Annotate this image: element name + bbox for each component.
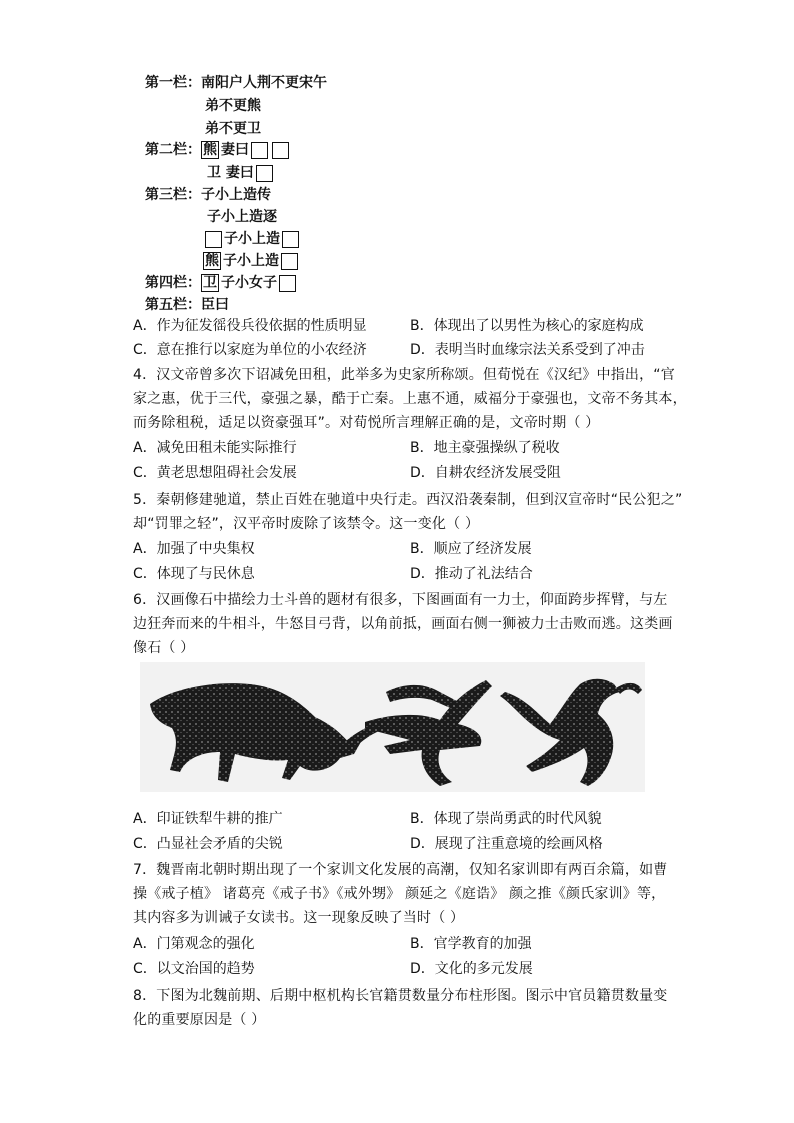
q6-option-b: B．体现了崇尚勇武的时代风貌 xyxy=(410,811,602,827)
empty-box xyxy=(281,253,298,270)
q4-stem-line1: 4．汉文帝曾多次下诏减免田租，此举多为史家所称颂。但荀悦在《汉纪》中指出，“官 xyxy=(133,367,675,383)
q5-option-a: A．加强了中央集权 xyxy=(133,541,255,557)
empty-box xyxy=(205,231,222,248)
tablet-row3-name-box: 熊 xyxy=(205,253,219,269)
q4-option-a: A．减免田租未能实际推行 xyxy=(133,440,297,456)
tablet-row3-line3 xyxy=(203,228,301,248)
q5-option-d: D．推动了礼法结合 xyxy=(410,566,533,582)
q6-option-a: A．印证铁犁牛耕的推广 xyxy=(133,811,283,827)
q7-option-d: D．文化的多元发展 xyxy=(410,961,533,977)
q6-option-d: D．展现了注重意境的绘画风格 xyxy=(410,836,603,852)
tablet-row3 xyxy=(145,184,271,204)
q4-option-d: D．自耕农经济发展受阻 xyxy=(410,465,561,481)
q6-option-c: C．凸显社会矛盾的尖锐 xyxy=(133,836,283,852)
q6-stem-line2: 边狂奔而来的牛相斗，牛怒目弓背，以角前抵，画面右侧一狮被力士击败而逃。这类画 xyxy=(133,616,673,632)
q8-stem-line2: 化的重要原因是（ ） xyxy=(133,1012,266,1028)
q7-stem-line1: 7．魏晋南北朝时期出现了一个家训文化发展的高潮，仅知名家训即有两百余篇，如曹 xyxy=(133,862,668,878)
tablet-row1 xyxy=(145,72,327,92)
q5-stem-line1: 5．秦朝修建驰道，禁止百姓在驰道中央行走。西汉沿袭秦制，但到汉宣帝时“民公犯之” xyxy=(133,492,683,508)
q5-stem-line2: 却“罚罪之轻”，汉平帝时废除了该禁令。这一变化（ ） xyxy=(133,516,480,532)
q5-option-b: B．顺应了经济发展 xyxy=(410,541,532,557)
q8-stem-line1: 8．下图为北魏前期、后期中枢机构长官籍贯数量分布柱形图。图示中官员籍贯数量变 xyxy=(133,988,668,1004)
q4-option-c: C．黄老思想阻碍社会发展 xyxy=(133,465,297,481)
q4-option-b: B．地主豪强操纵了税收 xyxy=(410,440,560,456)
tablet-row3-line3-text: 子小上造 xyxy=(224,231,280,247)
q7-stem-line2: 操《戒子植》 诸葛亮《戒子书》《戒外甥》 颜延之《庭诰》 颜之推《颜氏家训》等， xyxy=(133,886,666,902)
tablet-row4-label: 第四栏： xyxy=(145,275,201,291)
q6-stem-line3: 像石（ ） xyxy=(133,640,195,656)
tablet-row2-b xyxy=(207,162,275,182)
tablet-row2-name-box: 熊 xyxy=(203,142,217,158)
q7-stem-line3: 其内容多为训诫子女读书。这一现象反映了当时（ ） xyxy=(133,910,465,926)
tablet-row2-a-text: 妻曰 xyxy=(221,142,249,158)
q6-stem-line1: 6．汉画像石中描绘力士斗兽的题材有很多，下图画面有一力士，仰面跨步挥臂，与左 xyxy=(133,592,668,608)
q3-option-b: B．体现出了以男性为核心的家庭构成 xyxy=(410,318,644,334)
q4-stem-line3: 而务除租税，适足以资豪强耳”。对荀悦所言理解正确的是，文帝时期（ ） xyxy=(133,415,600,431)
tablet-row3-line2: 子小上造逐 xyxy=(207,209,277,225)
tablet-row4-text: 子小女子 xyxy=(221,275,277,291)
tablet-row4-name-box: 卫 xyxy=(203,275,217,291)
tablet-row2-label: 第二栏： xyxy=(145,142,201,158)
tablet-row3-label: 第三栏： xyxy=(145,187,201,203)
q3-option-a: A．作为征发徭役兵役依据的性质明显 xyxy=(133,318,367,334)
tablet-row2 xyxy=(145,139,291,159)
q5-option-c: C．体现了与民休息 xyxy=(133,566,255,582)
stone-relief-rubbing-image xyxy=(140,662,645,792)
tablet-row1-line1: 南阳户人荆不更宋午 xyxy=(201,75,327,91)
q3-option-d: D．表明当时血缘宗法关系受到了冲击 xyxy=(410,342,645,358)
tablet-row2-b-text: 卫 妻曰 xyxy=(207,165,254,181)
empty-box xyxy=(251,142,268,159)
q7-option-c: C．以文治国的趋势 xyxy=(133,961,255,977)
tablet-row5-text: 臣曰 xyxy=(201,297,229,313)
tablet-row5 xyxy=(145,294,229,314)
tablet-row1-line2: 弟不更熊 xyxy=(205,98,261,114)
q7-option-a: A．门第观念的强化 xyxy=(133,936,255,952)
tablet-row4 xyxy=(145,272,298,292)
tablet-row1-line3: 弟不更卫 xyxy=(205,121,261,137)
tablet-row3-line4 xyxy=(203,250,300,270)
tablet-row5-label: 第五栏： xyxy=(145,297,201,313)
q4-stem-line2: 家之惠，优于三代，豪强之暴，酷于亡秦。上惠不通，威福分于豪强也，文帝不务其本， xyxy=(133,391,687,407)
empty-box xyxy=(272,142,289,159)
q7-option-b: B．官学教育的加强 xyxy=(410,936,532,952)
tablet-row3-line4-text: 子小上造 xyxy=(223,253,279,269)
q3-option-c: C．意在推行以家庭为单位的小农经济 xyxy=(133,342,367,358)
empty-box xyxy=(256,165,273,182)
tablet-row3-line1: 子小上造传 xyxy=(201,187,271,203)
tablet-row1-label: 第一栏： xyxy=(145,75,201,91)
empty-box xyxy=(279,275,296,292)
empty-box xyxy=(282,231,299,248)
